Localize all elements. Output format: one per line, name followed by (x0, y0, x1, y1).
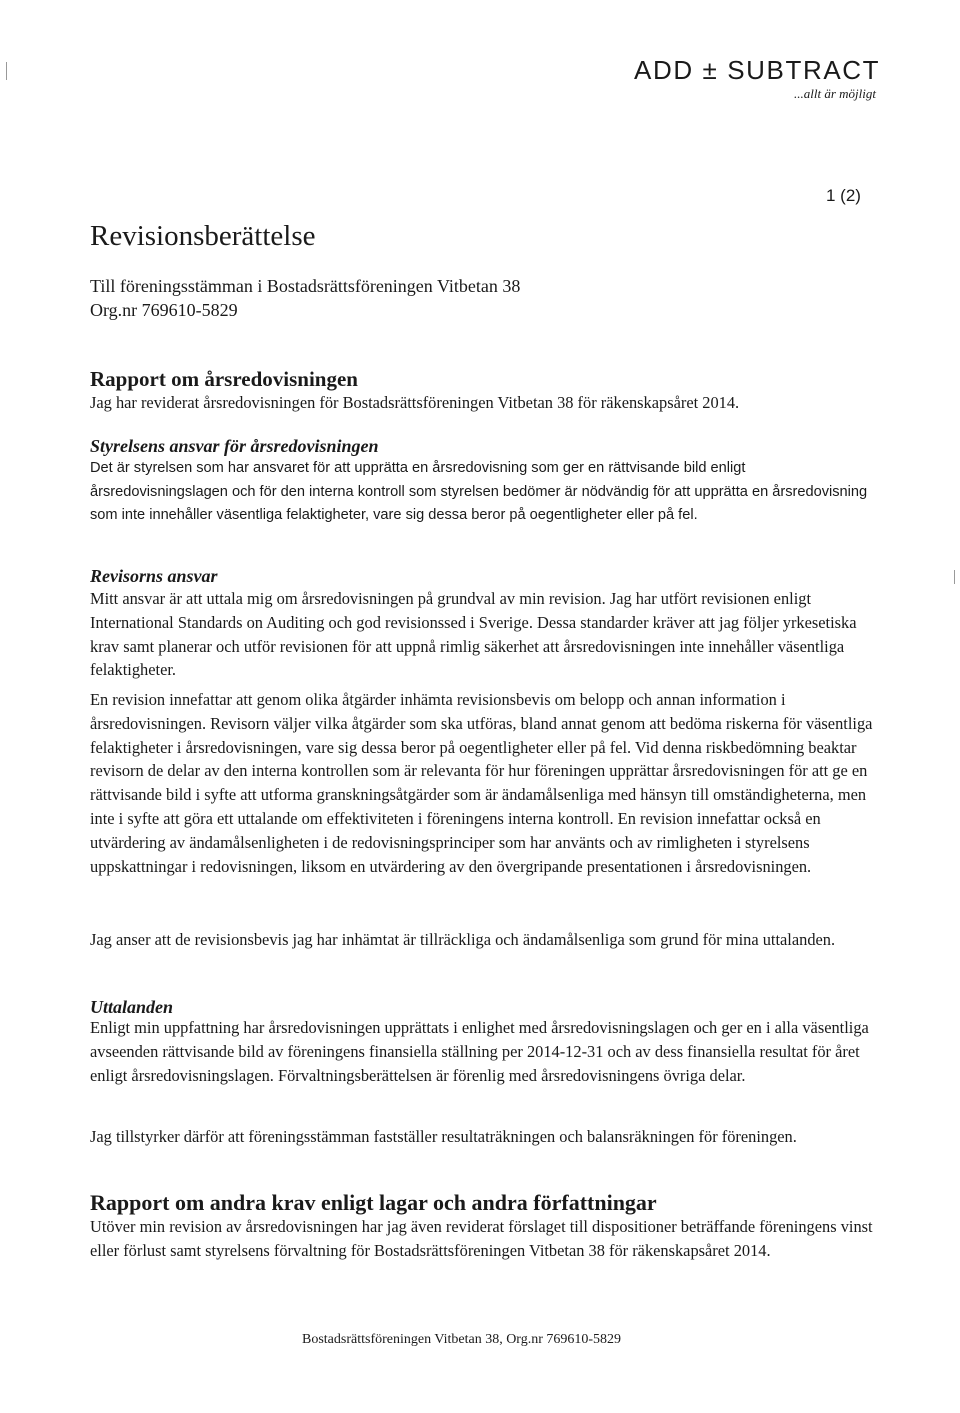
logo-text: ADD ± SUBTRACT (634, 55, 881, 85)
report-intro: Jag har reviderat årsredovisningen för Bostadsrättsföreningen Vitbetan 38 för räkenskapsåret 2014. (90, 393, 740, 412)
other-requirements-text: Utöver min revision av årsredovisningen har jag även reviderat förslaget till dispositioner beträffande föreningens vinst eller förlust samt styrelsens förvaltning för Bostadsrättsföreningen Vitbetan 38 för räkenskapsåret 2014. (90, 1217, 873, 1260)
opinions-p1: Enligt min uppfattning har årsredovisningen upprättats i enlighet med årsredovisningslagen och ger en i alla väsentliga avseenden rättvisande bild av föreningens finansiella ställning per 2014-12-31 och av dess finansiella resultat för året enligt årsredovisningslagen. Förvaltningsberättelsen är förenlig med årsredovisningens övriga delar. (90, 1018, 869, 1085)
logo-tagline: ...allt är möjligt (794, 86, 876, 101)
board-responsibility-heading: Styrelsens ansvar för årsredovisningen (90, 436, 379, 456)
board-responsibility-text: Det är styrelsen som har ansvaret för att upprätta en årsredovisning som ger en rättvisande bild enligt årsredovisningslagen och för den interna kontroll som styrelsen bedömer är nödvändig för att upprätta en årsredovisning som inte innehåller väsentliga felaktigheter, vare sig dessa beror på oegentligheter eller på fel. (90, 460, 868, 524)
page-footer: Bostadsrättsföreningen Vitbetan 38, Org.nr 769610-5829 (302, 1332, 622, 1347)
scan-edge-mark (954, 570, 955, 584)
page-number: 1 (2) (826, 186, 861, 205)
scan-edge-mark (6, 62, 7, 80)
other-requirements-heading: Rapport om andra krav enligt lagar och andra författningar (90, 1190, 657, 1215)
recipient-line: Till föreningsstämman i Bostadsrättsföreningen Vitbetan 38 (90, 276, 521, 296)
opinions-heading: Uttalanden (90, 997, 174, 1017)
opinions-p2: Jag tillstyrker därför att föreningsstämman fastställer resultaträkningen och balansräkningen för föreningen. (90, 1127, 797, 1146)
document-title: Revisionsberättelse (90, 220, 316, 252)
auditor-responsibility-p2: En revision innefattar att genom olika åtgärder inhämta revisionsbevis om belopp och annan information i årsredovisningen. Revisorn väljer vilka åtgärder som ska utföras, bland annat genom att bedöma riskerna för väsentliga felaktigheter i årsredovisningen, vare sig dessa beror på oegentligheter eller på fel. Vid denna riskbedömning beaktar revisorn de delar av den interna kontrollen som är relevanta för hur föreningen upprättar årsredovisningen för att ge en rättvisande bild i syfte att utforma granskningsåtgärder som är ändamålsenliga med hänsyn till omständigheterna, men inte i syfte att göra ett uttalande om effektiviteten i föreningens interna kontroll. En revision innefattar också en utvärdering av ändamålsenligheten i de redovisningsprinciper som har använts och av rimligheten i styrelsens uppskattningar i redovisningen, liksom en utvärdering av den övergripande presentationen i årsredovisningen. (90, 690, 873, 876)
auditor-responsibility-heading: Revisorns ansvar (90, 566, 218, 586)
auditor-responsibility-p1: Mitt ansvar är att uttala mig om årsredovisningen på grundval av min revision. Jag har utfört revisionen enligt International Standards on Auditing och god revisionssed i Sverige. Dessa standarder kräver att jag följer yrkesetiska krav samt planerar och utför revisionen för att uppnå rimlig säkerhet att årsredovisningen inte innehåller väsentliga felaktigheter. (90, 589, 857, 680)
report-heading: Rapport om årsredovisningen (90, 367, 358, 391)
recipient-block (90, 274, 520, 322)
org-number: Org.nr 769610-5829 (90, 300, 238, 320)
company-logo (634, 56, 884, 102)
auditor-responsibility-p3: Jag anser att de revisionsbevis jag har inhämtat är tillräckliga och ändamålsenliga som grund för mina uttalanden. (90, 930, 836, 949)
